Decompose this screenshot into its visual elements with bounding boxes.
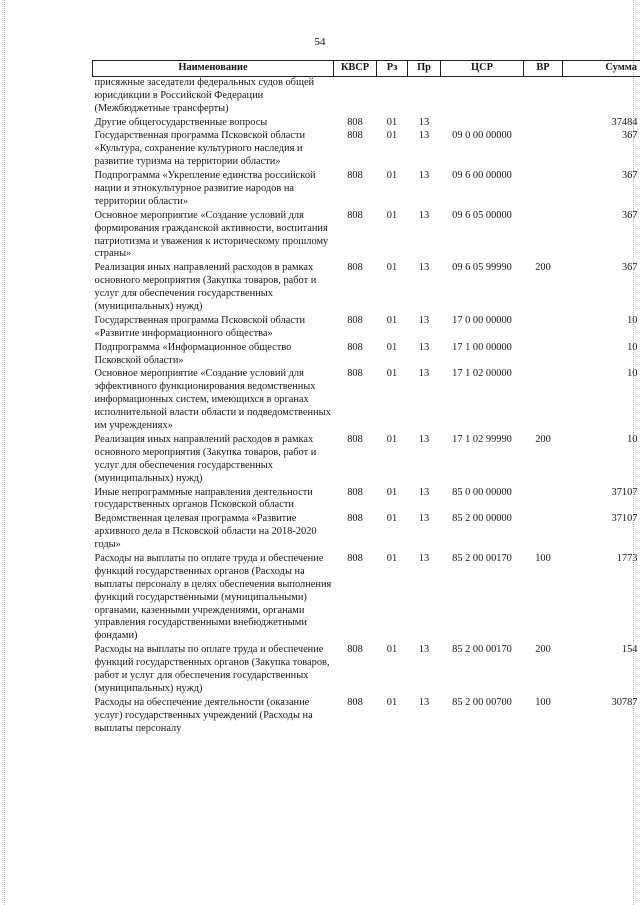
- cell-sum: 37484: [611, 116, 638, 128]
- cell-vr: [524, 342, 563, 369]
- cell-sum: 10: [627, 314, 638, 326]
- cell-csr: 17 0 00 00000: [452, 314, 512, 326]
- cell-pr: 13: [418, 341, 430, 353]
- cell-sum: 10: [627, 368, 638, 380]
- header-csr: ЦСР: [441, 61, 524, 77]
- cell-kvsr: 808: [347, 513, 363, 525]
- cell-pr: [408, 76, 441, 116]
- cell-pr: 13: [418, 644, 430, 656]
- cell-pr: 13: [418, 314, 430, 326]
- table-body: [93, 76, 640, 736]
- header-name: Наименование: [93, 61, 334, 77]
- cell-kvsr: 808: [347, 170, 363, 182]
- cell-name: Расходы на обеспечение деятельности (оказание услуг) государственных учреждений (Расходы на выплаты персоналу: [94, 696, 313, 734]
- cell-kvsr: 808: [347, 116, 363, 128]
- table-row: [93, 130, 640, 170]
- cell-csr: 85 2 00 00700: [452, 696, 512, 708]
- header-rz: Рз: [377, 61, 408, 77]
- table-row: [93, 262, 640, 315]
- cell-vr: 200: [535, 644, 551, 656]
- cell-kvsr: 808: [347, 262, 363, 274]
- cell-vr: [524, 170, 563, 210]
- cell-kvsr: 808: [347, 433, 363, 445]
- cell-kvsr: 808: [347, 696, 363, 708]
- cell-rz: 01: [386, 368, 398, 380]
- table-row: [93, 553, 640, 644]
- table-row: [93, 210, 640, 263]
- cell-rz: 01: [386, 314, 398, 326]
- cell-kvsr: 808: [347, 644, 363, 656]
- cell-vr: [524, 130, 563, 170]
- cell-sum: 367: [621, 262, 638, 274]
- cell-kvsr: 808: [347, 368, 363, 380]
- cell-vr: 100: [535, 696, 551, 708]
- cell-sum: 30787: [611, 696, 638, 708]
- cell-name: Другие общегосударственные вопросы: [94, 116, 268, 128]
- cell-sum: 154: [621, 644, 638, 656]
- cell-rz: 01: [386, 170, 398, 182]
- cell-vr: 100: [535, 552, 551, 564]
- table-row: [93, 434, 640, 487]
- cell-sum: 10: [627, 433, 638, 445]
- cell-kvsr: 808: [347, 552, 363, 564]
- cell-csr: 09 6 05 00000: [452, 209, 512, 221]
- cell-pr: 13: [418, 696, 430, 708]
- table-row: [93, 170, 640, 210]
- cell-kvsr: [334, 76, 377, 116]
- cell-name: Подпрограмма «Информационное общество Псковской области»: [94, 341, 292, 366]
- left-margin-line: [4, 0, 6, 905]
- cell-pr: 13: [418, 130, 430, 142]
- cell-pr: 13: [418, 552, 430, 564]
- cell-pr: 13: [418, 513, 430, 525]
- cell-csr: 17 1 02 99990: [452, 433, 512, 445]
- cell-kvsr: 808: [347, 314, 363, 326]
- cell-rz: 01: [386, 262, 398, 274]
- cell-csr: 09 6 00 00000: [452, 170, 512, 182]
- header-pr: Пр: [408, 61, 441, 77]
- cell-vr: [524, 368, 563, 433]
- table-header: [93, 61, 640, 77]
- cell-csr: 85 2 00 00170: [452, 644, 512, 656]
- cell-rz: 01: [386, 209, 398, 221]
- cell-sum: 367: [621, 209, 638, 221]
- cell-pr: 13: [418, 262, 430, 274]
- table-row: [93, 644, 640, 697]
- header-sum: Сумма: [563, 61, 640, 77]
- table-row: [93, 117, 640, 131]
- header-vr: ВР: [524, 61, 563, 77]
- cell-csr: 09 6 05 99990: [452, 262, 512, 274]
- cell-sum: 367: [621, 130, 638, 142]
- cell-name: присяжные заседатели федеральных судов общей юрисдикции в Российской Федерации (Межбюджетные трансферты): [94, 76, 315, 114]
- cell-vr: [524, 117, 563, 131]
- table-row: [93, 342, 640, 369]
- cell-csr: 09 0 00 00000: [452, 130, 512, 142]
- cell-rz: 01: [386, 513, 398, 525]
- cell-kvsr: 808: [347, 130, 363, 142]
- cell-pr: 13: [418, 209, 430, 221]
- cell-rz: 01: [386, 644, 398, 656]
- cell-vr: [524, 315, 563, 342]
- cell-name: Подпрограмма «Укрепление единства российской нации и этнокультурное развитие народов на территории области»: [94, 170, 316, 207]
- cell-csr: 85 2 00 00170: [452, 552, 512, 564]
- cell-name: Реализация иных направлений расходов в рамках основного мероприятия (Закупка товаров, работ и услуг для обеспечения государственных (муниципальных) нужд): [94, 262, 317, 313]
- cell-csr: 17 1 02 00000: [452, 368, 512, 380]
- cell-pr: 13: [418, 116, 430, 128]
- cell-name: Расходы на выплаты по оплате труда и обеспечение функций государственных органов (Расходы на выплаты персоналу в целях обеспечения выполнения функций государственными (муниципальными) органами, казенными учреждениями, органами управления государственными внебюджетными фондами): [94, 552, 332, 642]
- cell-sum: 37107: [611, 513, 638, 525]
- cell-name: Реализация иных направлений расходов в рамках основного мероприятия (Закупка товаров, работ и услуг для обеспечения государственных (муниципальных) нужд): [94, 433, 317, 484]
- cell-kvsr: 808: [347, 341, 363, 353]
- header-row: [93, 61, 640, 77]
- table-row: [93, 513, 640, 553]
- cell-vr: [524, 513, 563, 553]
- cell-csr: [441, 76, 524, 116]
- budget-table: [92, 60, 640, 736]
- cell-rz: [377, 76, 408, 116]
- cell-kvsr: 808: [347, 209, 363, 221]
- table-row: [93, 76, 640, 116]
- header-kvsr: КВСР: [334, 61, 377, 77]
- cell-name: Основное мероприятие «Создание условий для эффективного функционирования ведомственных информационных систем, имеющихся в органах исполнительной власти области и подведомственных им учреждениях»: [94, 368, 331, 432]
- cell-csr: [441, 117, 524, 131]
- cell-rz: 01: [386, 486, 398, 498]
- cell-name: Ведомственная целевая программа «Развитие архивного дела в Псковской области на 2018-2020 годы»: [94, 513, 317, 551]
- cell-name: Основное мероприятие «Создание условий для формирования гражданской активности, воспитания патриотизма и уважения к историческому прошлому страны»: [94, 209, 329, 260]
- table-row: [93, 315, 640, 342]
- cell-vr: [524, 76, 563, 116]
- cell-rz: 01: [386, 696, 398, 708]
- cell-pr: 13: [418, 170, 430, 182]
- cell-rz: 01: [386, 433, 398, 445]
- page-number: 54: [314, 36, 326, 48]
- cell-sum: 10: [627, 341, 638, 353]
- cell-rz: 01: [386, 552, 398, 564]
- cell-name: Государственная программа Псковской области «Культура, сохранение культурного наследия и развитие туризма на территории области»: [94, 130, 306, 168]
- table-row: [93, 368, 640, 433]
- table-row: [93, 697, 640, 737]
- cell-rz: 01: [386, 341, 398, 353]
- cell-vr: [524, 210, 563, 263]
- cell-csr: 85 0 00 00000: [452, 486, 512, 498]
- cell-csr: 17 1 00 00000: [452, 341, 512, 353]
- cell-csr: 85 2 00 00000: [452, 513, 512, 525]
- cell-vr: 200: [535, 433, 551, 445]
- cell-name: Расходы на выплаты по оплате труда и обеспечение функций государственных органов (Закупка товаров, работ и услуг для обеспечения государственных (муниципальных) нужд): [94, 644, 330, 694]
- cell-name: Государственная программа Псковской области «Развитие информационного общества»: [94, 314, 306, 339]
- cell-name: Иные непрограммные направления деятельности государственных органов Псковской области: [94, 486, 313, 511]
- budget-table-container: [92, 60, 638, 736]
- cell-pr: 13: [418, 486, 430, 498]
- cell-sum: 367: [621, 170, 638, 182]
- cell-sum: [563, 76, 640, 116]
- table-row: [93, 487, 640, 514]
- cell-kvsr: 808: [347, 486, 363, 498]
- cell-rz: 01: [386, 130, 398, 142]
- cell-rz: 01: [386, 116, 398, 128]
- cell-sum: 1773: [616, 552, 638, 564]
- cell-vr: [524, 487, 563, 514]
- cell-vr: 200: [535, 262, 551, 274]
- cell-pr: 13: [418, 433, 430, 445]
- cell-sum: 37107: [611, 486, 638, 498]
- cell-pr: 13: [418, 368, 430, 380]
